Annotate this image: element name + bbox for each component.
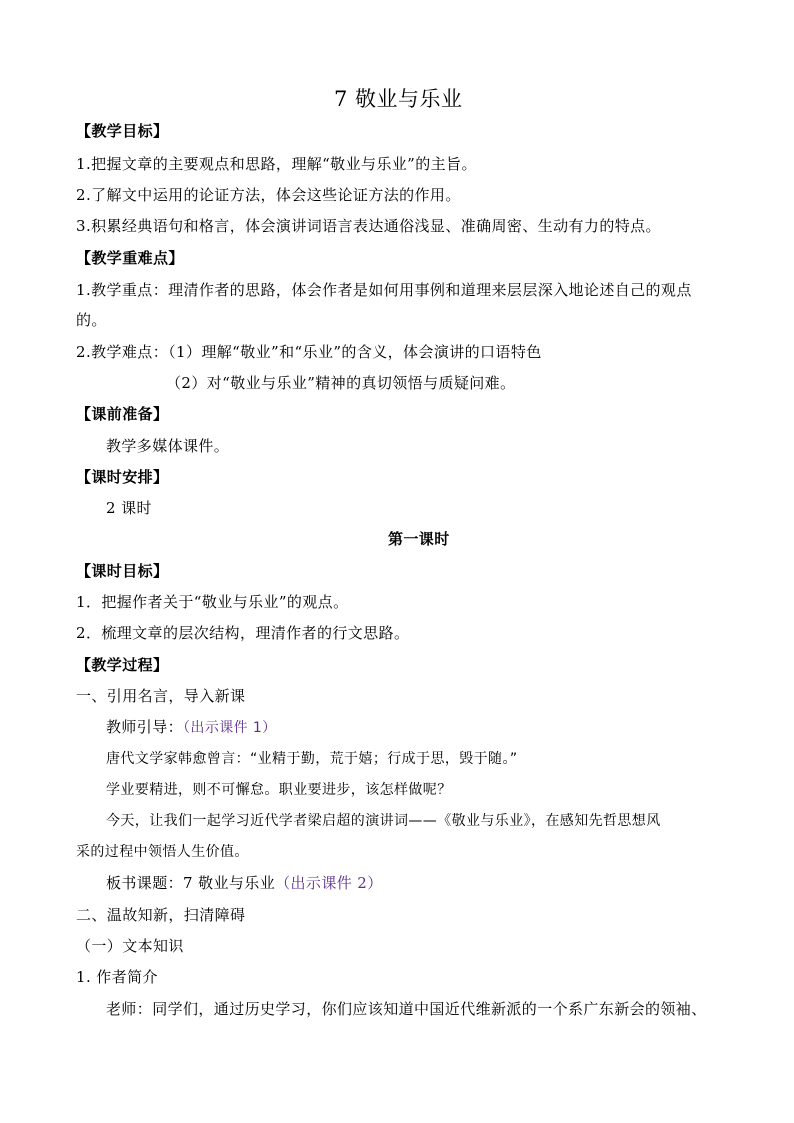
courseware-note-2: （出示课件 2）: [275, 874, 383, 892]
goal-item-3: 3.积累经典语句和格言，体会演讲词语言表达通俗浅显、准确周密、生动有力的特点。: [76, 217, 661, 235]
preparation-heading: 【课前准备】: [76, 405, 169, 423]
preparation-text: 教学多媒体课件。: [106, 437, 230, 455]
lesson-title: 第一课时: [388, 530, 450, 548]
page-title: 7 敬业与乐业: [334, 87, 463, 111]
lesson-goal-item-1: 1．把握作者关于“敬业与乐业”的观点。: [76, 593, 349, 611]
part2-heading: 二、温故知新，扫清障碍: [76, 906, 246, 924]
sub1-heading: （一）文本知识: [76, 937, 184, 955]
part1-heading: 一、引用名言，导入新课: [76, 687, 246, 705]
teacher-guide-label: 教师引导：: [106, 718, 184, 736]
lesson-goal-item-2: 2．梳理文章的层次结构，理清作者的行文思路。: [76, 624, 410, 642]
difficulty-line-2: （2）对“敬业与乐业”精神的真切领悟与质疑问难。: [166, 374, 516, 392]
key-points-heading: 【教学重难点】: [76, 249, 184, 267]
schedule-text: 2 课时: [106, 499, 152, 517]
goal-item-1: 1.把握文章的主要观点和思路，理解“敬业与乐业”的主旨。: [76, 155, 477, 173]
difficulty-line-1: 2.教学难点：（1）理解“敬业”和“乐业”的含义，体会演讲的口语特色: [76, 343, 542, 361]
author-heading: 1. 作者简介: [76, 968, 158, 986]
lesson-goals-heading: 【课时目标】: [76, 562, 169, 580]
focus-line-2: 的。: [76, 311, 107, 329]
today-line-1: 今天，让我们一起学习近代学者梁启超的演讲词——《敬业与乐业》，在感知先哲思想风: [106, 813, 661, 829]
goal-item-2: 2.了解文中运用的论证方法，体会这些论证方法的作用。: [76, 186, 461, 204]
question-line: 学业要精进，则不可懈怠。职业要进步，该怎样做呢？: [106, 782, 452, 798]
courseware-note-1: （出示课件 1）: [183, 720, 277, 736]
process-heading: 【教学过程】: [76, 656, 169, 674]
schedule-heading: 【课时安排】: [76, 468, 169, 486]
goals-heading: 【教学目标】: [76, 122, 169, 140]
board-title-line: [106, 873, 383, 893]
teacher-guide-line: [106, 717, 277, 738]
focus-line-1: 1.教学重点：理清作者的思路，体会作者是如何用事例和道理来层层深入地论述自己的观点: [76, 281, 692, 299]
teacher-intro: 老师：同学们，通过历史学习，你们应该知道中国近代维新派的一个系广东新会的领袖、: [106, 1000, 707, 1018]
han-yu-quote: 唐代文学家韩愈曾言：“业精于勤，荒于嬉；行成于思，毁于随。”: [106, 751, 518, 767]
today-line-2: 采的过程中领悟人生价值。: [76, 844, 249, 860]
board-title-label: 板书课题：7 敬业与乐业: [106, 874, 276, 892]
